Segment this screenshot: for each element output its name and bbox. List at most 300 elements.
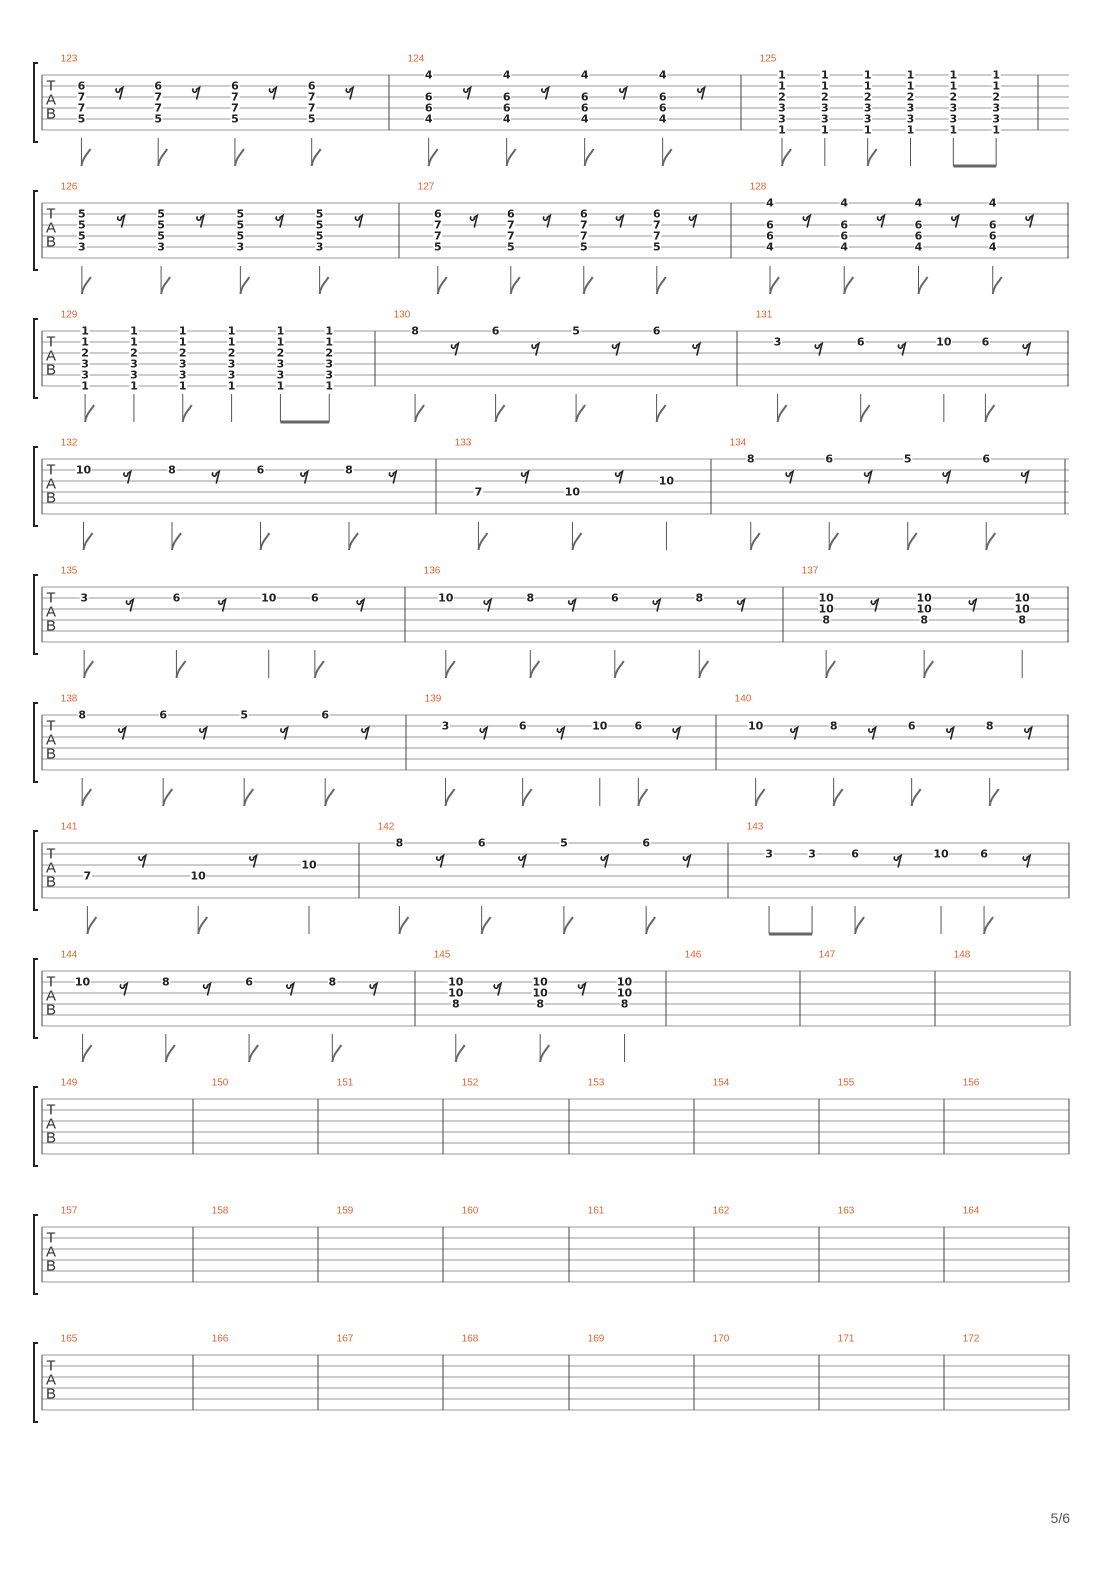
eighth-rest <box>200 728 207 740</box>
fret-number: 4 <box>424 112 433 126</box>
fret-number: 7 <box>154 90 163 104</box>
fret-number: 3 <box>949 101 958 115</box>
tab-clef-letter: A <box>45 219 57 237</box>
measure-number: 149 <box>60 1077 78 1089</box>
tab-clef-letter: A <box>45 1115 57 1133</box>
measure-number: 170 <box>712 1333 730 1345</box>
fret-number: 8 <box>168 463 176 477</box>
eighth-rest <box>791 728 798 740</box>
tab-clef-letter: T <box>46 333 56 351</box>
fret-number: 2 <box>992 90 1000 104</box>
fret-number: 1 <box>276 335 285 349</box>
fret-number: 3 <box>276 368 285 382</box>
fret-number: 10 <box>936 335 952 349</box>
fret-number: 7 <box>474 485 483 499</box>
measure-number: 158 <box>211 1205 229 1217</box>
eighth-rest <box>616 472 623 484</box>
fret-number: 8 <box>328 975 337 989</box>
fret-number: 2 <box>276 346 285 360</box>
fret-number: 1 <box>778 79 786 93</box>
fret-number: 3 <box>906 112 915 126</box>
measure <box>61 438 436 551</box>
fret-number: 4 <box>502 68 511 82</box>
fret-number: 1 <box>906 68 915 82</box>
fret-number: 8 <box>829 719 838 733</box>
eighth-rest <box>269 88 276 100</box>
fret-number: 8 <box>822 613 830 627</box>
note-flag <box>861 405 870 422</box>
eighth-rest <box>522 472 529 484</box>
eighth-rest <box>612 344 619 356</box>
fret-number: 6 <box>907 719 916 733</box>
eighth-rest <box>301 472 308 484</box>
tab-clef-letter: B <box>45 233 57 251</box>
fret-number: 5 <box>315 218 324 232</box>
fret-number: 10 <box>532 975 548 989</box>
measure-number: 162 <box>712 1205 730 1217</box>
fret-number: 6 <box>634 719 643 733</box>
staff-system <box>34 694 1069 807</box>
note-flag <box>183 405 192 422</box>
fret-number: 6 <box>766 218 774 232</box>
fret-number: 1 <box>863 68 872 82</box>
fret-number: 7 <box>506 229 515 243</box>
fret-number: 4 <box>658 68 667 82</box>
fret-number: 6 <box>658 101 667 115</box>
measure-number: 164 <box>962 1205 980 1217</box>
measure <box>61 694 406 807</box>
fret-number: 4 <box>988 196 997 210</box>
measure-number: 172 <box>962 1333 980 1345</box>
note-flag <box>446 661 455 678</box>
measure-number: 154 <box>712 1077 730 1089</box>
fret-number: 3 <box>325 368 334 382</box>
fret-number: 6 <box>245 975 253 989</box>
eighth-rest <box>894 856 901 868</box>
eighth-rest <box>616 216 623 228</box>
eighth-rest <box>124 472 131 484</box>
fret-number: 6 <box>652 324 661 338</box>
tab-clef-letter: T <box>46 461 56 479</box>
fret-number: 5 <box>157 218 165 232</box>
fret-number: 5 <box>433 240 442 254</box>
note-flag <box>908 533 917 550</box>
fret-number: 10 <box>592 719 608 733</box>
fret-number: 6 <box>851 847 859 861</box>
fret-number: 3 <box>178 368 187 382</box>
fret-number: 6 <box>840 229 849 243</box>
fret-number: 6 <box>321 708 330 722</box>
fret-number: 10 <box>74 975 91 989</box>
eighth-rest <box>362 728 369 740</box>
system-bracket <box>34 1215 38 1294</box>
note-flag <box>166 1045 175 1062</box>
eighth-rest <box>219 600 226 612</box>
measure-number: 144 <box>60 949 78 961</box>
note-flag <box>993 277 1002 294</box>
fret-number: 8 <box>920 613 928 627</box>
fret-number: 6 <box>424 90 433 104</box>
fret-number: 7 <box>652 229 661 243</box>
system-bracket <box>34 703 38 782</box>
note-flag <box>564 917 573 934</box>
fret-number: 1 <box>325 324 334 338</box>
eighth-rest <box>346 88 353 100</box>
fret-number: 10 <box>301 858 317 872</box>
fret-number: 4 <box>988 240 997 254</box>
fret-number: 1 <box>820 68 829 82</box>
note-flag <box>912 789 921 806</box>
fret-number: 8 <box>78 708 87 722</box>
fret-number: 5 <box>236 207 245 221</box>
eighth-rest <box>519 856 526 868</box>
eighth-rest <box>786 472 793 484</box>
measure-number: 156 <box>962 1077 980 1089</box>
fret-number: 3 <box>130 368 138 382</box>
measure-number: 159 <box>336 1205 354 1217</box>
measure-number: 157 <box>60 1205 78 1217</box>
note-flag <box>782 149 791 166</box>
eighth-rest <box>281 728 288 740</box>
fret-number: 8 <box>620 997 629 1011</box>
fret-number: 3 <box>820 112 829 126</box>
eighth-rest <box>898 344 905 356</box>
note-flag <box>429 149 438 166</box>
fret-number: 5 <box>154 112 163 126</box>
fret-number: 5 <box>77 112 86 126</box>
system-bracket <box>34 447 38 526</box>
note-flag <box>84 661 93 678</box>
eighth-rest <box>871 600 878 612</box>
staff-system <box>34 1334 1069 1423</box>
measure <box>802 566 1068 679</box>
measure-number: 146 <box>684 949 702 961</box>
note-flag <box>657 405 666 422</box>
fret-number: 7 <box>231 90 239 104</box>
eighth-rest <box>480 728 487 740</box>
fret-number: 4 <box>840 196 849 210</box>
fret-number: 10 <box>747 719 764 733</box>
measure <box>455 438 711 551</box>
note-flag <box>438 277 447 294</box>
fret-number: 5 <box>572 324 580 338</box>
eighth-rest <box>815 344 822 356</box>
fret-number: 3 <box>863 112 872 126</box>
measure-number: 125 <box>759 53 777 65</box>
note-flag <box>770 277 779 294</box>
fret-number: 6 <box>424 101 433 115</box>
note-flag <box>638 789 647 806</box>
fret-number: 8 <box>161 975 170 989</box>
measure-number: 151 <box>336 1077 354 1089</box>
measure <box>61 950 415 1063</box>
note-flag <box>523 789 532 806</box>
fret-number: 2 <box>325 346 334 360</box>
tab-clef-letter: T <box>46 1101 56 1119</box>
fret-number: 10 <box>933 847 949 861</box>
fret-number: 6 <box>154 79 163 93</box>
measure-number: 123 <box>60 53 78 65</box>
note-flag <box>572 533 581 550</box>
fret-number: 3 <box>236 240 245 254</box>
fret-number: 1 <box>906 79 915 93</box>
measure-number: 135 <box>60 565 78 577</box>
eighth-rest <box>370 984 377 996</box>
eighth-rest <box>139 856 146 868</box>
fret-number: 10 <box>1014 602 1030 616</box>
note-flag <box>985 405 994 422</box>
fret-number: 6 <box>840 218 849 232</box>
tab-clef-letter: A <box>45 347 57 365</box>
fret-number: 6 <box>502 101 511 115</box>
fret-number: 6 <box>307 79 316 93</box>
fret-number: 6 <box>506 207 515 221</box>
staff-system <box>34 950 1070 1063</box>
system-bracket <box>34 319 38 398</box>
note-flag <box>751 533 760 550</box>
note-flag <box>163 789 172 806</box>
measure-number: 166 <box>211 1333 229 1345</box>
fret-number: 10 <box>916 602 932 616</box>
eighth-rest <box>969 600 976 612</box>
eighth-rest <box>693 344 700 356</box>
measure-number: 129 <box>60 309 78 321</box>
fret-number: 7 <box>433 229 442 243</box>
measure-number: 124 <box>407 53 425 65</box>
eighth-rest <box>1023 856 1030 868</box>
eighth-rest <box>673 728 680 740</box>
fret-number: 3 <box>325 357 334 371</box>
fret-number: 2 <box>130 346 138 360</box>
fret-number: 4 <box>658 112 667 126</box>
system-bracket <box>34 959 38 1038</box>
measure <box>735 694 1068 807</box>
fret-number: 5 <box>579 240 588 254</box>
measure <box>378 822 728 935</box>
tab-clef-letter: T <box>46 1357 56 1375</box>
eighth-rest <box>542 88 549 100</box>
staff-system <box>34 1078 1069 1167</box>
measure-number: 160 <box>461 1205 479 1217</box>
fret-number: 3 <box>949 112 958 126</box>
measure-number: 142 <box>377 821 395 833</box>
measure <box>747 822 1069 935</box>
eighth-rest <box>355 216 362 228</box>
fret-number: 6 <box>311 591 319 605</box>
system-bracket <box>34 831 38 910</box>
fret-number: 6 <box>652 207 661 221</box>
fret-number: 5 <box>506 240 515 254</box>
note-flag <box>176 661 185 678</box>
fret-number: 3 <box>863 101 872 115</box>
tab-clef-letter: A <box>45 1371 57 1389</box>
measure <box>394 310 737 423</box>
measure-number: 153 <box>587 1077 605 1089</box>
measure-number: 134 <box>729 437 747 449</box>
note-flag <box>756 789 765 806</box>
fret-number: 5 <box>315 229 324 243</box>
fret-number: 1 <box>325 379 334 393</box>
fret-number: 1 <box>992 68 1000 82</box>
fret-number: 1 <box>130 324 138 338</box>
tab-clef-letter: B <box>45 105 57 123</box>
eighth-rest <box>943 472 950 484</box>
fret-number: 8 <box>695 591 704 605</box>
fret-number: 4 <box>914 240 923 254</box>
fret-number: 6 <box>988 229 997 243</box>
note-flag <box>855 917 864 934</box>
fret-number: 1 <box>227 379 236 393</box>
tab-clef-letter: A <box>45 731 57 749</box>
fret-number: 1 <box>276 324 285 338</box>
note-flag <box>984 917 993 934</box>
fret-number: 3 <box>820 101 829 115</box>
measure-number: 127 <box>417 181 435 193</box>
fret-number: 3 <box>81 357 89 371</box>
fret-number: 6 <box>231 79 239 93</box>
note-flag <box>244 789 253 806</box>
note-flag <box>249 1045 258 1062</box>
fret-number: 6 <box>988 218 997 232</box>
note-flag <box>349 533 358 550</box>
fret-number: 4 <box>580 68 589 82</box>
note-flag <box>161 277 170 294</box>
fret-number: 1 <box>949 79 958 93</box>
fret-number: 5 <box>560 836 568 850</box>
tab-clef-letter: T <box>46 973 56 991</box>
fret-number: 6 <box>518 719 527 733</box>
note-flag <box>82 789 91 806</box>
fret-number: 5 <box>78 218 86 232</box>
fret-number: 1 <box>227 335 236 349</box>
note-flag <box>646 917 655 934</box>
measure <box>61 566 405 679</box>
note-flag <box>312 149 321 166</box>
fret-number: 10 <box>448 986 464 1000</box>
measure <box>61 182 399 295</box>
note-flag <box>81 149 90 166</box>
fret-number: 6 <box>766 229 774 243</box>
tab-clef-letter: T <box>46 77 56 95</box>
staff-system <box>34 1206 1069 1295</box>
measure-number: 152 <box>461 1077 479 1089</box>
eighth-rest <box>1023 344 1030 356</box>
eighth-rest <box>653 600 660 612</box>
fret-number: 5 <box>157 229 165 243</box>
fret-number: 1 <box>178 335 187 349</box>
eighth-rest <box>738 600 745 612</box>
fret-number: 6 <box>981 335 990 349</box>
measure-number: 138 <box>60 693 78 705</box>
eighth-rest <box>543 216 550 228</box>
fret-number: 6 <box>825 452 834 466</box>
note-flag <box>399 917 408 934</box>
eighth-rest <box>437 856 444 868</box>
fret-number: 8 <box>746 452 755 466</box>
staff-system <box>34 54 1069 167</box>
note-flag <box>986 533 995 550</box>
eighth-rest <box>683 856 690 868</box>
measure <box>750 182 1068 295</box>
fret-number: 1 <box>992 123 1000 137</box>
fret-number: 7 <box>579 229 588 243</box>
note-flag <box>699 661 708 678</box>
note-flag <box>87 917 96 934</box>
measure-number: 126 <box>60 181 78 193</box>
note-flag <box>172 533 181 550</box>
fret-number: 5 <box>157 207 165 221</box>
fret-number: 7 <box>77 90 86 104</box>
fret-number: 4 <box>766 196 774 210</box>
fret-number: 3 <box>906 101 915 115</box>
measure-number: 167 <box>336 1333 354 1345</box>
fret-number: 10 <box>564 485 581 499</box>
note-flag <box>315 661 324 678</box>
tab-clef-letter: B <box>45 873 57 891</box>
fret-number: 10 <box>532 986 548 1000</box>
measure <box>760 54 1038 167</box>
fret-number: 6 <box>159 708 168 722</box>
note-flag <box>615 661 624 678</box>
fret-number: 2 <box>949 90 958 104</box>
fret-number: 7 <box>77 101 86 115</box>
measure <box>756 310 1068 423</box>
note-flag <box>826 661 835 678</box>
fret-number: 1 <box>227 324 236 338</box>
eighth-rest <box>212 472 219 484</box>
fret-number: 4 <box>502 112 511 126</box>
fret-number: 3 <box>765 847 773 861</box>
note-flag <box>482 917 491 934</box>
fret-number: 2 <box>81 346 89 360</box>
fret-number: 1 <box>863 79 872 93</box>
fret-number: 3 <box>81 368 89 382</box>
fret-number: 10 <box>438 591 454 605</box>
tab-clef-letter: B <box>45 361 57 379</box>
measure-number: 132 <box>60 437 78 449</box>
fret-number: 3 <box>80 591 88 605</box>
fret-number: 2 <box>863 90 872 104</box>
fret-number: 1 <box>949 123 958 137</box>
eighth-rest <box>287 984 294 996</box>
eighth-rest <box>532 344 539 356</box>
tab-clef-letter: T <box>46 717 56 735</box>
note-flag <box>260 533 269 550</box>
eighth-rest <box>877 216 884 228</box>
eighth-rest <box>865 472 872 484</box>
tab-clef-letter: T <box>46 589 56 607</box>
tab-clef-letter: B <box>45 1257 57 1275</box>
measure-number: 150 <box>211 1077 229 1089</box>
measure-number: 130 <box>393 309 411 321</box>
eighth-rest <box>116 88 123 100</box>
fret-number: 6 <box>580 101 589 115</box>
fret-number: 1 <box>81 335 89 349</box>
fret-number: 10 <box>1014 591 1030 605</box>
measure-number: 137 <box>801 565 819 577</box>
fret-number: 7 <box>231 101 239 115</box>
fret-number: 3 <box>992 101 1000 115</box>
fret-number: 3 <box>276 357 285 371</box>
fret-number: 10 <box>658 474 675 488</box>
measure <box>424 566 783 679</box>
fret-number: 6 <box>980 847 988 861</box>
system-bracket <box>34 191 38 270</box>
measure <box>61 822 359 935</box>
measure-number: 163 <box>837 1205 855 1217</box>
fret-number: 8 <box>395 836 404 850</box>
fret-number: 3 <box>157 240 165 254</box>
